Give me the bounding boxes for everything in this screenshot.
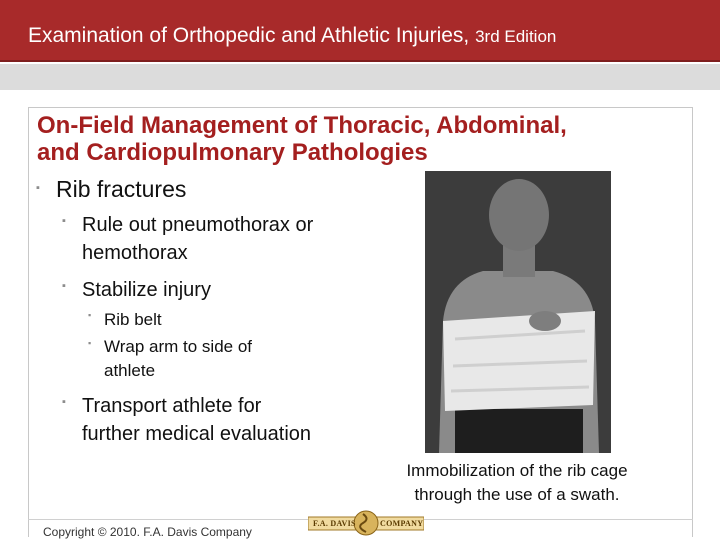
bullet-text: Wrap arm to side of athlete: [104, 337, 253, 380]
header-bar: [0, 0, 720, 62]
bullet-marker: ▪: [62, 396, 66, 408]
bullet-text: Stabilize injury: [82, 279, 211, 301]
header-band: [0, 64, 720, 90]
bullet-rib-belt: [88, 307, 304, 333]
bullet-marker: ▪: [88, 310, 92, 320]
bullet-transport: [62, 392, 312, 448]
bullet-text: Transport athlete for further medical evaluation: [82, 395, 312, 445]
slide-title-line1: On-Field Management of Thoracic, Abdominal,: [37, 112, 567, 139]
bullet-text: Rib belt: [104, 310, 162, 329]
slide-title-line2: and Cardiopulmonary Pathologies: [37, 139, 428, 166]
bullet-rib-fractures: [36, 176, 186, 202]
figure-caption: Immobilization of the rib cage through the use of a swath.: [406, 461, 628, 504]
logo-text-left: F.A. DAVIS: [313, 519, 356, 528]
logo-text-right: COMPANY: [380, 519, 424, 528]
bullet-marker: ▪: [62, 280, 66, 292]
bullet-text: Rule out pneumothorax or hemothorax: [82, 214, 314, 264]
athlete-photo: [425, 171, 611, 453]
bullet-marker: ▪: [88, 338, 92, 348]
bullet-wrap-arm: [88, 335, 304, 383]
bullet-stabilize: [62, 276, 342, 304]
fa-davis-logo: [308, 510, 424, 536]
bullet-marker: ▪: [36, 182, 40, 194]
copyright-text: Copyright © 2010. F.A. Davis Company: [43, 525, 252, 539]
header-title-edition: 3rd Edition: [475, 27, 557, 46]
athlete-illustration: [425, 171, 611, 453]
slide-title: [37, 112, 677, 166]
header-title: [28, 24, 556, 48]
bullet-marker: ▪: [62, 215, 66, 227]
header-title-main: Examination of Orthopedic and Athletic Injuries,: [28, 24, 470, 47]
bullet-text: Rib fractures: [56, 176, 187, 202]
bullet-rule-out: [62, 211, 342, 267]
